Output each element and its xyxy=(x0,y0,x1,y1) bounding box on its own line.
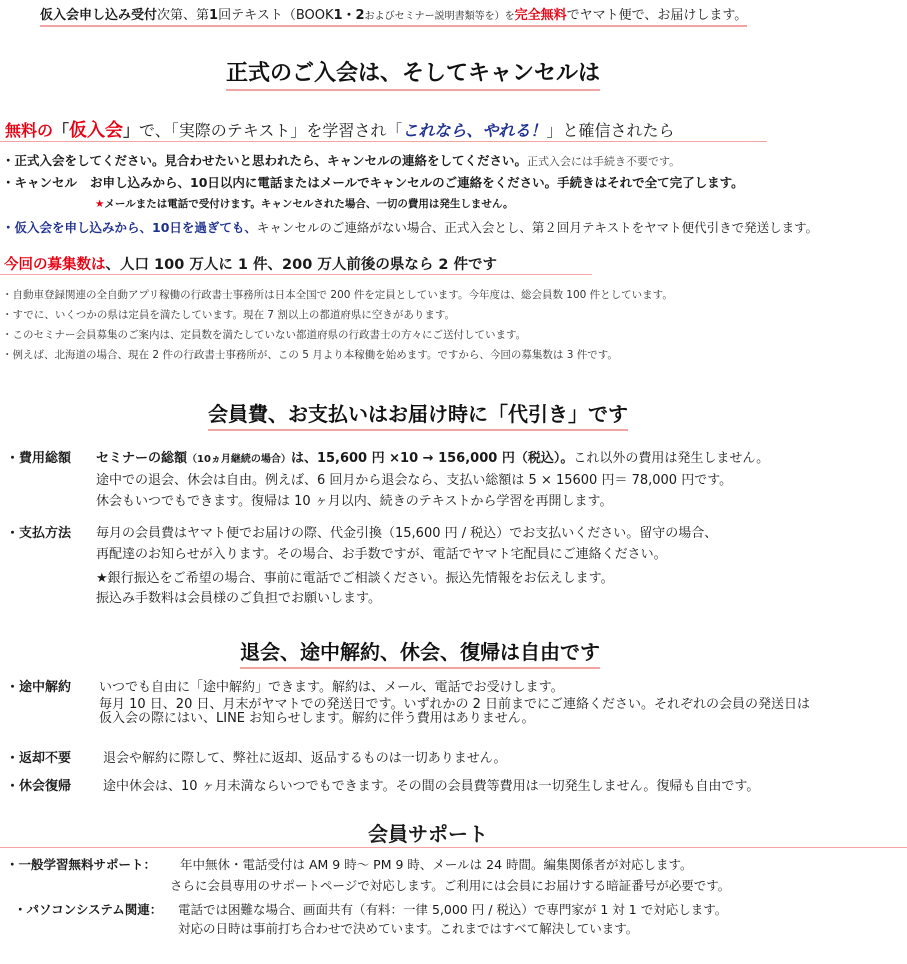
support-s1-line2: さらに会員専用のサポートページで対応します。ご利用には会員にお届けする暗証番号が必要です。 xyxy=(170,878,731,893)
banner-d: 回テキスト（BOOK xyxy=(218,8,334,23)
recruit-underline xyxy=(0,274,592,275)
bullet-formal-text: 見合わせたいと思われたら、キャンセルの連絡をしてください。 xyxy=(164,153,528,168)
lead-e: で、「実際のテキスト」を学習され「 xyxy=(139,121,403,140)
cancel-note-text: メールまたは電話で受付けます。キャンセルされた場合、一切の費用は発生しません。 xyxy=(104,198,514,210)
bullet-after10days xyxy=(2,218,818,236)
recruit-item: ・すでに、いくつかの県は定員を満たしています。現在 7 割以上の都道府県に空きがあります。 xyxy=(2,309,455,321)
banner-e: 1・2 xyxy=(333,8,365,23)
bullet-cancel-text: お申し込みから、10日以内に電話またはメールでキャンセルのご連絡をください。手続きはそれで全て完了します。 xyxy=(90,175,744,190)
bullet-cancel xyxy=(2,173,744,191)
fees-total-label: ・費用総額 xyxy=(6,451,72,466)
fees-total-c: は、15,600 円 ×10 → 156,000 円（税込）。 xyxy=(290,451,574,466)
lead-a: 無料の xyxy=(5,121,54,140)
lead-f: これなら、やれる！ xyxy=(402,121,547,140)
bullet-after10days-text: キャンセルのご連絡がない場合、正式入会とし、第２回月テキストをヤマト便代引きで発送します。 xyxy=(256,220,819,235)
bullet-formal-label: ・正式入会をしてください。 xyxy=(2,153,165,168)
fees-total-line1 xyxy=(96,447,769,466)
lead-g: 」と確信されたら xyxy=(546,121,675,140)
support-s1-label: ・一般学習無料サポート： xyxy=(6,857,157,872)
fees-total-line3: 休会もいつでもできます。復帰は 10 ヶ月以内、続きのテキストから学習を再開します。 xyxy=(96,494,613,509)
cancel-c2-label: ・返却不要 xyxy=(6,751,72,766)
bullet-after10days-label: ・仮入会を申し込みから、10日を過ぎても、 xyxy=(2,220,257,235)
section1-lead xyxy=(5,116,674,142)
support-s1-line1: 年中無休・電話受付は AM 9 時～ PM 9 時、メールは 24 時間。編集関係者が対応します。 xyxy=(180,857,693,872)
cancel-c1-line1: いつでも自由に「途中解約」できます。解約は、メール、電話でお受けします。 xyxy=(99,680,564,695)
support-heading: 会員サポート xyxy=(368,822,488,846)
support-s2-line1: 電話では困難な場合、画面共有（有料：一律 5,000 円 / 税込）で専門家が 1 対 1 で対応します。 xyxy=(178,902,728,917)
lead-underline xyxy=(0,141,767,142)
fees-heading: 会員費、お支払いはお届け時に「代引き」です xyxy=(208,398,628,431)
banner-c: 1 xyxy=(209,8,219,23)
fees-pay-line3: ★銀行振込をご希望の場合、事前に電話でご相談ください。振込先情報をお伝えします。 xyxy=(96,571,614,586)
support-underline xyxy=(0,847,907,848)
cancel-heading: 退会、途中解約、休会、復帰は自由です xyxy=(240,636,600,669)
cancel-c1-label: ・途中解約 xyxy=(6,680,72,695)
lead-c: 仮入会 xyxy=(69,120,124,141)
banner-h: でヤマト便で、お届けします。 xyxy=(566,8,748,23)
bullet-formal-note: 正式入会には手続き不要です。 xyxy=(527,155,681,168)
recruit-item: ・自動車登録関連の全自動アプリ稼働の行政書士事務所は日本全国で 200 件を定員としています。今年度は、総会員数 100 件としています。 xyxy=(2,289,673,301)
fees-total-line2: 途中での退会、休会は自由。例えば、6 回月から退会なら、支払い総額は 5 × 15600 円＝ 78,000 円です。 xyxy=(96,473,733,488)
recruit-item: ・例えば、北海道の場合、現在 2 件の行政書士事務所が、この 5 月より本稼働を始めます。ですから、今回の募集数は 3 件です。 xyxy=(2,349,618,361)
fees-pay-line1: 毎月の会員費はヤマト便でお届けの際、代金引換（15,600 円 / 税込）でお支払いください。留守の場合、 xyxy=(96,526,718,541)
bullet-formal xyxy=(2,151,680,169)
fees-pay-line2: 再配達のお知らせが入ります。その場合、お手数ですが、電話でヤマト宅配員にご連絡ください。 xyxy=(96,547,667,562)
star-icon: ★ xyxy=(95,198,105,210)
banner-f: およびセミナー説明書類等を）を xyxy=(364,11,515,22)
lead-b: 「 xyxy=(53,121,70,140)
recruit-heading-rest: 、人口 100 万人に 1 件、200 万人前後の県なら 2 件です xyxy=(105,257,498,273)
top-banner xyxy=(40,4,747,27)
cancel-c3-text: 途中休会は、10 ヶ月未満ならいつでもできます。その間の会員費等費用は一切発生しません。復帰も自由です。 xyxy=(103,779,760,794)
recruit-item: ・このセミナー会員募集のご案内は、定員数を満たしていない都道府県の行政書士の方々にご送付しています。 xyxy=(2,329,527,341)
cancel-note xyxy=(95,196,514,211)
cancel-c1-line2: 毎月 10 日、20 日、月末がヤマトでの発送日です。いずれかの 2 日前までにご連絡ください。それぞれの会員の発送日は xyxy=(99,697,810,712)
fees-total-a: セミナーの総額 xyxy=(96,451,188,466)
fees-total-b: （10ヵ月継続の場合） xyxy=(187,454,291,465)
support-s2-label: ・パソコンシステム関連： xyxy=(14,902,163,917)
cancel-c2-text: 退会や解約に際して、弊社に返却、返品するものは一切ありません。 xyxy=(103,751,507,766)
banner-b: 次第、第 xyxy=(157,8,210,23)
banner-a: 仮入会申し込み受付 xyxy=(40,8,158,23)
fees-total-d: これ以外の費用は発生しません。 xyxy=(573,451,770,466)
recruit-heading xyxy=(4,253,497,274)
recruit-heading-red: 今回の募集数は xyxy=(4,257,106,273)
section1-heading: 正式のご入会は、そしてキャンセルは xyxy=(226,56,600,91)
fees-pay-line4: 振込み手数料は会員様のご負担でお願いします。 xyxy=(96,591,381,606)
support-s2-line2: 対応の日時は事前打ち合わせで決めています。これまではすべて解決しています。 xyxy=(178,921,639,936)
bullet-cancel-label: ・キャンセル xyxy=(2,175,78,190)
fees-pay-label: ・支払方法 xyxy=(6,526,72,541)
cancel-c1-line3: 仮入会の際にはい、LINE お知らせします。解約に伴う費用はありません。 xyxy=(99,711,535,726)
cancel-c3-label: ・休会復帰 xyxy=(6,779,72,794)
lead-d: 」 xyxy=(123,121,140,140)
banner-g: 完全無料 xyxy=(514,8,567,23)
